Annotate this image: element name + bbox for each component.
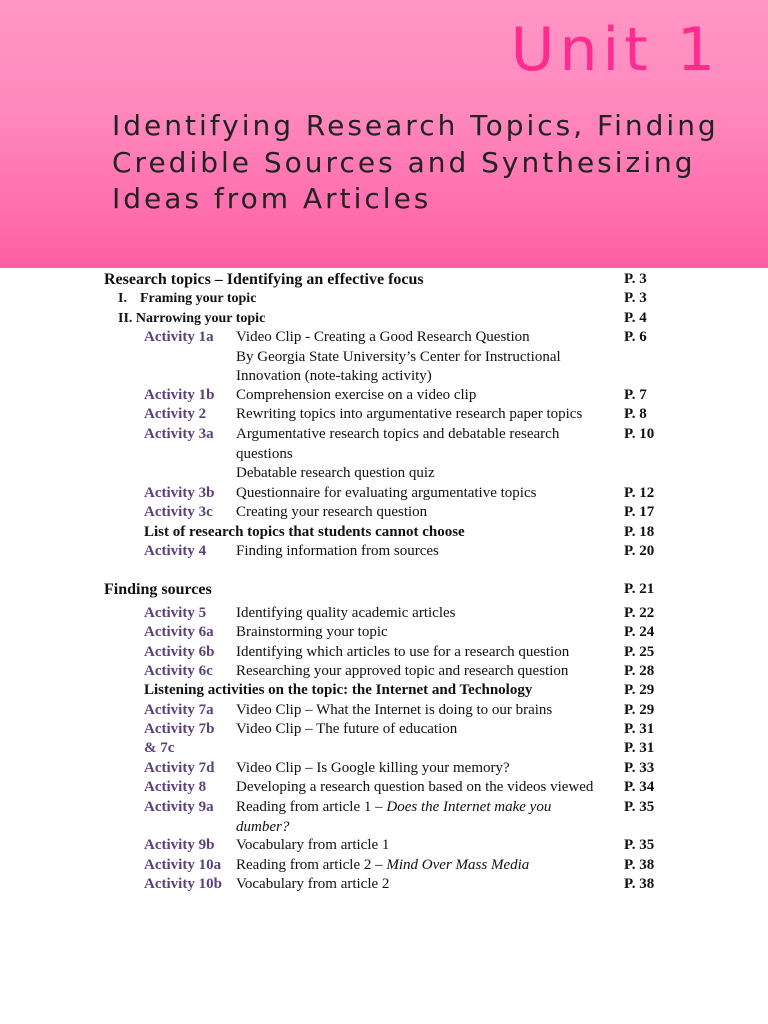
- page-number: P. 4: [624, 310, 647, 326]
- activity-description: Researching your approved topic and research question: [236, 663, 569, 679]
- section-heading: Research topics – Identifying an effective focus: [104, 271, 424, 288]
- page-number: P. 29: [624, 702, 655, 718]
- activity-code: Activity 7b: [144, 721, 215, 737]
- page-number: P. 24: [624, 624, 655, 640]
- activity-description: Brainstorming your topic: [236, 624, 388, 640]
- article-title: Does the Internet make you: [386, 799, 552, 815]
- activity-description: Vocabulary from article 1: [236, 837, 390, 853]
- entry-label: List of research topics that students cannot choose: [144, 524, 465, 540]
- unit-number: Unit 1: [510, 15, 720, 85]
- activity-description: Comprehension exercise on a video clip: [236, 387, 477, 403]
- article-title: Mind Over Mass Media: [386, 857, 530, 873]
- activity-code: Activity 1a: [144, 329, 214, 345]
- activity-description: Video Clip – The future of education: [236, 721, 458, 737]
- activity-code: Activity 7d: [144, 760, 215, 776]
- activity-description: Identifying which articles to use for a research question: [236, 644, 570, 660]
- activity-code: Activity 8: [144, 779, 207, 795]
- activity-description: [236, 425, 611, 484]
- activity-description: Developing a research question based on the videos viewed: [236, 779, 594, 795]
- page-number: P. 10: [624, 426, 655, 442]
- activity-code: Activity 3b: [144, 485, 215, 501]
- page-number: P. 35: [624, 799, 655, 815]
- page-number: P. 28: [624, 663, 655, 679]
- page-number: P. 7: [624, 387, 647, 403]
- article-title-cont: dumber?: [236, 818, 290, 835]
- subsection-number: I.: [118, 291, 127, 306]
- activity-code: & 7c: [144, 740, 175, 756]
- description-line: Debatable research question quiz: [236, 465, 435, 481]
- page-number: P. 25: [624, 644, 655, 660]
- activity-code: Activity 4: [144, 543, 207, 559]
- activity-description: Creating your research question: [236, 504, 428, 520]
- page-number: P. 35: [624, 837, 655, 853]
- page-number: P. 3: [624, 271, 647, 287]
- page-number: P. 38: [624, 876, 655, 892]
- activity-code: Activity 6c: [144, 663, 213, 679]
- activity-code: Activity 1b: [144, 387, 215, 403]
- unit-banner: [0, 0, 768, 268]
- description-line: Innovation (note-taking activity): [236, 368, 432, 384]
- activity-description: Video Clip – What the Internet is doing to our brains: [236, 702, 553, 718]
- page-number: P. 20: [624, 543, 655, 559]
- page-number: P. 33: [624, 760, 655, 776]
- subsection-label: [118, 289, 256, 309]
- activity-description: Rewriting topics into argumentative research paper topics: [236, 406, 583, 422]
- activity-description: Identifying quality academic articles: [236, 605, 456, 621]
- page-number: P. 12: [624, 485, 655, 501]
- activity-description: Questionnaire for evaluating argumentative topics: [236, 485, 537, 501]
- activity-code: Activity 10a: [144, 857, 222, 873]
- activity-code: Activity 10b: [144, 876, 222, 892]
- subsection-text: Framing your topic: [140, 291, 257, 306]
- activity-code: Activity 3a: [144, 426, 214, 442]
- activity-description: [236, 856, 611, 876]
- activity-description: [236, 328, 611, 387]
- page-number: P. 34: [624, 779, 655, 795]
- activity-code: Activity 9b: [144, 837, 215, 853]
- activity-code: Activity 9a: [144, 799, 214, 815]
- activity-code: Activity 7a: [144, 702, 214, 718]
- activity-description: Finding information from sources: [236, 543, 439, 559]
- activity-code: Activity 5: [144, 605, 207, 621]
- activity-code: Activity 6b: [144, 644, 215, 660]
- activity-code: Activity 2: [144, 406, 207, 422]
- page-number: P. 17: [624, 504, 655, 520]
- subsection-text: Narrowing your topic: [135, 311, 266, 326]
- page-number: P. 3: [624, 290, 647, 306]
- page-number: P. 29: [624, 682, 655, 698]
- page-number: P. 21: [624, 581, 655, 597]
- description-line: questions: [236, 445, 293, 462]
- activity-description: Vocabulary from article 2: [236, 876, 390, 892]
- entry-label: Listening activities on the topic: the Internet and Technology: [144, 682, 533, 698]
- activity-description: [236, 798, 611, 837]
- page-number: P. 38: [624, 857, 655, 873]
- activity-code: Activity 6a: [144, 624, 214, 640]
- description-prefix: Reading from article 2 –: [236, 857, 387, 873]
- description-line: By Georgia State University’s Center for Instructional: [236, 348, 561, 365]
- activity-description: Video Clip – Is Google killing your memory?: [236, 760, 510, 776]
- page-number: P. 22: [624, 605, 655, 621]
- subsection-number: II.: [118, 311, 133, 326]
- section-heading: Finding sources: [104, 581, 212, 598]
- chapter-title: Identifying Research Topics, Finding Credible Sources and Synthesizing Ideas from Articles: [112, 109, 719, 215]
- subsection-label: [118, 309, 265, 329]
- page-number: P. 8: [624, 406, 647, 422]
- page-number: P. 18: [624, 524, 655, 540]
- page-number: P. 31: [624, 721, 655, 737]
- page-number: P. 6: [624, 329, 647, 345]
- description-prefix: Reading from article 1 –: [236, 799, 387, 815]
- page-number: P. 31: [624, 740, 655, 756]
- description-line: Argumentative research topics and debatable research: [236, 426, 560, 442]
- activity-code: Activity 3c: [144, 504, 213, 520]
- description-line: Video Clip - Creating a Good Research Question: [236, 329, 530, 345]
